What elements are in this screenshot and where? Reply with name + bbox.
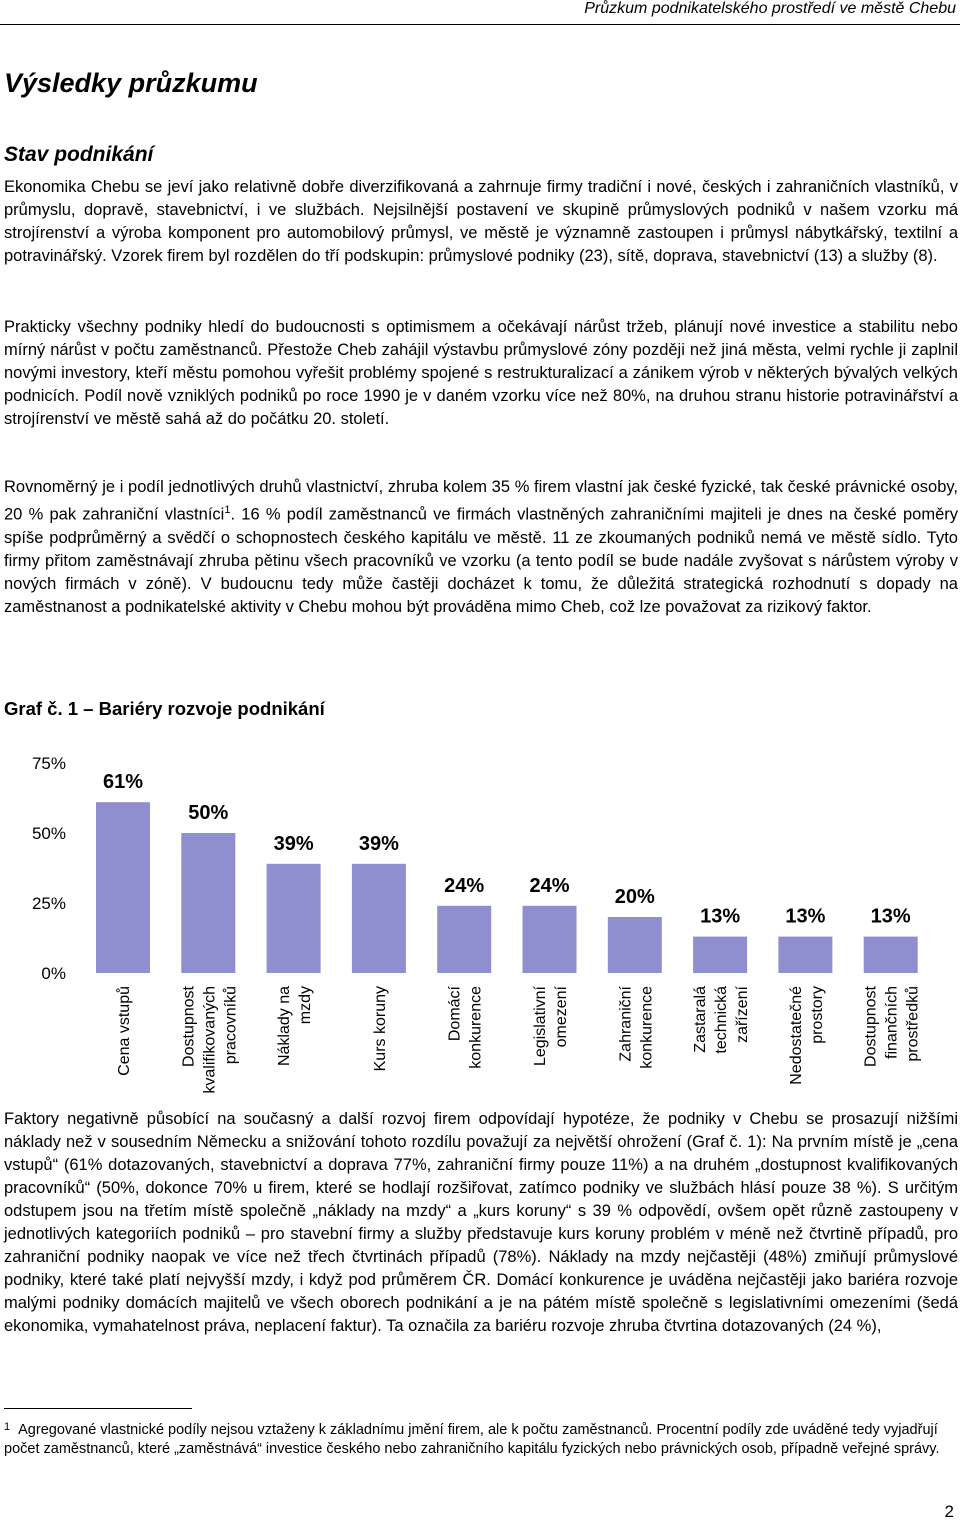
bar-series — [96, 771, 918, 973]
data-label: 24% — [529, 874, 570, 897]
x-tick-label: prostory — [808, 986, 826, 1044]
x-category-label — [863, 985, 922, 1066]
footnote — [4, 1418, 954, 1459]
bar — [523, 906, 577, 973]
x-tick-label: konkurence — [638, 986, 656, 1069]
x-tick-label: Zahraniční — [617, 986, 635, 1062]
data-label: 61% — [102, 771, 144, 794]
x-category-label — [115, 986, 133, 1076]
x-tick-label: Náklady na — [276, 986, 294, 1067]
paragraph-3-part-2: . 16 % podíl zaměstnanců ve firmách vlastněných zahraničními majiteli je dnes na české poměry spíše podprůměrný a svědčí o schopnostech českého kapitálu ve městě. 11 ze zkoumaných podniků nemá ve městě sídlo. Tyto firmy přitom zaměstnávají zhruba pětinu všech pracovníků ve vzorku (a tento podíl se bude nadále zvyšovat s nárůstem výroby v nových firmách v zóně). V budoucnu tedy může častěji docházet k tomu, že důležitá strategická rozhodnutí s dopady na zaměstnanost a podnikatelské aktivity v Chebu mohou být prováděna mimo Cheb, což lze považovat za rizikový faktor. — [4, 505, 958, 616]
x-tick-label: mzdy — [297, 986, 315, 1025]
paragraph-4: Faktory negativně působící na současný a další rozvoj firem odpovídají hypotéze, že podniky v Chebu se prosazují nižšími náklady než v sousedním Německu a snižování tohoto rozdílu považují za největší ohrožení (Graf č. 1): Na prvním místě je „cena vstupů“ (61% dotazovaných, stavebnictví a doprava 77%, zahraniční firmy pouze 11%) a na druhém „dostupnost kvalifikovaných pracovníků“ (50%, dokonce 70% u firem, které se hodlají rozšiřovat, zatímco podniky ve službách hlásí pouze 38 %). S určitým odstupem jsou na třetím místě společně „náklady na mzdy“ a „kurs koruny“ s 39 % odpovědí, ovšem opět různě zastoupeny v jednotlivých kategoriích podniků – pro stavební firmy a služby představuje kurs koruny problém v méně než čtvrtině případů, pro zahraniční podniky naopak ve více než třech čtvrtinách případů (78%). Náklady na mzdy nejčastěji (48%) zmiňují průmyslové podniky, které také platí nejvyšší mzdy, i když pod průměrem ČR. Domácí konkurence je uváděna nejčastěji jako bariéra rozvoje malými podniky domácích majitelů ve všech oborech podnikání a je na pátém místě společně s legislativními omezeními (šedá ekonomika, vymahatelnost práva, neplacení faktur). Ta označila za bariéru rozvoje zhruba čtvrtina dotazovaných (24 %), — [4, 1110, 958, 1335]
bar-chart — [0, 740, 960, 1100]
x-axis-labels — [115, 985, 922, 1093]
x-category-label — [788, 986, 826, 1085]
bar — [267, 864, 321, 973]
bar — [96, 802, 150, 973]
x-category-label — [692, 985, 751, 1053]
running-header: Průzkum podnikatelského prostředí ve městě Chebu — [584, 0, 956, 17]
header-rule — [0, 24, 960, 25]
bar — [864, 937, 918, 973]
footnote-rule — [4, 1408, 192, 1409]
x-tick-label: pracovníků — [222, 986, 240, 1065]
data-label: 13% — [700, 905, 741, 928]
paragraph-3 — [4, 476, 958, 619]
paragraph-2: Prakticky všechny podniky hledí do budoucnosti s optimismem a očekávají nárůst tržeb, plánují nové investice a stabilitu nebo mírný nárůst v počtu zaměstnanců. Přestože Cheb zahájil výstavbu průmyslové zóny později než jiná města, velmi rychle ji zaplnil novými investory, kteří městu pomohou vyřešit problémy spojené s restrukturalizací a zánikem výrob v některých bývalých velkých podnicích. Podíl nově vzniklých podniků po roce 1990 je v daném vzorku více než 80%, na druhou stranu historie potravinářství a strojírenství ve městě sahá až do počátku 20. století. — [4, 318, 958, 428]
data-label: 50% — [188, 802, 229, 824]
x-tick-label: Dostupnost — [180, 986, 198, 1067]
x-category-label — [180, 985, 239, 1093]
bar — [352, 864, 406, 973]
data-label: 39% — [358, 832, 399, 855]
y-tick-label: 50% — [31, 824, 66, 843]
data-label: 20% — [614, 886, 655, 908]
bar — [778, 937, 832, 973]
x-tick-label: technická — [713, 986, 731, 1054]
data-label: 24% — [444, 874, 485, 897]
x-tick-label: finančních — [883, 986, 901, 1059]
x-category-label — [372, 986, 389, 1071]
y-axis — [32, 754, 66, 983]
data-label: 13% — [870, 905, 911, 928]
x-tick-label: kvalifikovaných — [201, 986, 219, 1094]
bar — [181, 833, 235, 973]
y-tick-label: 0% — [41, 964, 66, 983]
section-title: Stav podnikání — [4, 143, 154, 166]
paragraph-3-part-1: Rovnoměrný je i podíl jednotlivých druhů vlastnictví, zhruba kolem 35 % firem vlastní jak české fyzické, tak české právnické osoby, 20 % pak zahraniční vlastníci — [4, 478, 958, 524]
page-number: 2 — [944, 1502, 954, 1521]
x-tick-label: Legislativní — [532, 986, 549, 1067]
x-tick-label: konkurence — [467, 986, 485, 1069]
footnote-marker: 1 — [4, 1421, 11, 1433]
x-tick-label: Zastaralá — [692, 986, 710, 1053]
data-label: 39% — [273, 832, 314, 855]
data-label: 13% — [785, 905, 826, 928]
page-title: Výsledky průzkumu — [4, 68, 258, 98]
y-tick-label: 75% — [31, 754, 66, 773]
x-tick-label: Kurs koruny — [371, 986, 389, 1072]
bar — [608, 917, 662, 973]
x-category-label — [276, 986, 314, 1066]
x-category-label — [617, 985, 655, 1068]
x-tick-label: Nedostatečné — [787, 986, 805, 1085]
x-tick-label: zařízení — [734, 986, 752, 1043]
x-tick-label: prostředků — [904, 986, 922, 1062]
x-tick-label: Dostupnost — [862, 986, 880, 1067]
footnote-text: Agregované vlastnické podíly nejsou vztaženy k základnímu jmění firem, ale k počtu zaměstnanců. Procentní podíly zde uváděné tedy vyjadřují počet zaměstnanců, které „zaměstnává“ investice českého nebo zahraničního kapitálu fyzických nebo právnických osob, případně veřejné správy. — [4, 1422, 940, 1457]
bar — [693, 937, 747, 973]
y-tick-label: 25% — [31, 894, 66, 913]
bar — [437, 906, 491, 973]
x-tick-label: Cena vstupů — [116, 986, 133, 1076]
x-category-label — [447, 985, 485, 1068]
x-tick-label: Domácí — [446, 986, 464, 1042]
x-category-label — [532, 985, 570, 1066]
footnote-ref: 1 — [224, 504, 231, 516]
graph-title: Graf č. 1 – Bariéry rozvoje podnikání — [4, 698, 325, 719]
x-tick-label: omezení — [553, 986, 570, 1048]
paragraph-1: Ekonomika Chebu se jeví jako relativně dobře diverzifikovaná a zahrnuje firmy tradiční i nové, českých i zahraničních vlastníků, v průmyslu, dopravě, stavebnictví, i ve službách. Nejsilnější postavení ve skupině průmyslových podniků v našem vzorku má strojírenství a výroba komponent pro automobilový průmysl, ve městě je významně zastoupen i průmysl nábytkářský, textilní a potravinářský. Vzorek firem byl rozdělen do tří podskupin: průmyslové podniky (23), sítě, doprava, stavebnictví (13) a služby (8). — [4, 178, 958, 265]
